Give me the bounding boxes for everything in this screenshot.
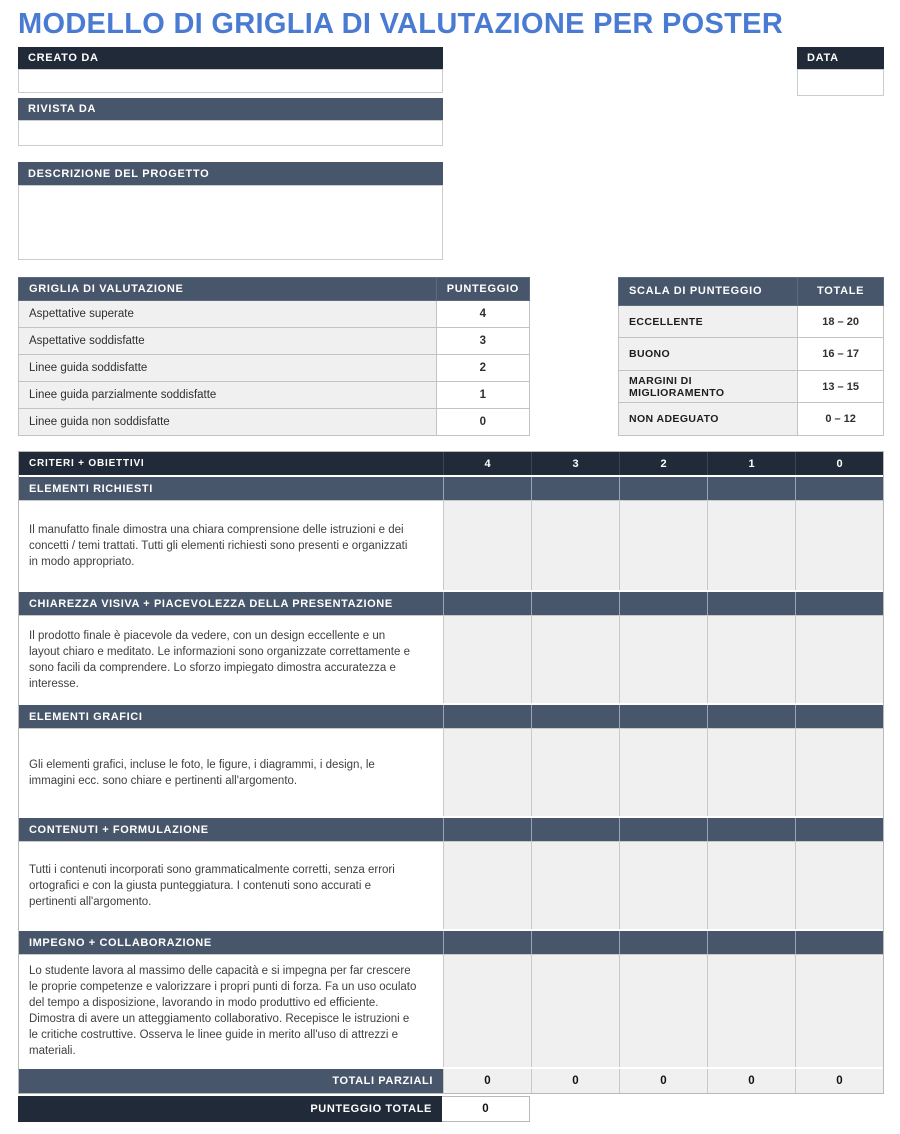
table-row xyxy=(19,382,530,409)
score-entry-cell[interactable] xyxy=(795,616,883,703)
rivista-da-label: RIVISTA DA xyxy=(18,98,443,120)
section-score-cell xyxy=(443,705,531,728)
score-entry-cell[interactable] xyxy=(619,842,707,929)
score-entry-cell[interactable] xyxy=(531,729,619,816)
section-header-row xyxy=(19,816,883,841)
score-column-header-3: 3 xyxy=(531,452,619,475)
section-score-cell xyxy=(707,931,795,954)
table-row xyxy=(619,403,884,436)
subtotal-value: 0 xyxy=(707,1069,795,1093)
section-body-row xyxy=(19,954,883,1067)
section-body-row xyxy=(19,728,883,816)
griglia-row-label: Linee guida parzialmente soddisfatte xyxy=(19,382,437,409)
griglia-row-score: 1 xyxy=(436,382,529,409)
grand-total-row xyxy=(18,1096,884,1122)
griglia-di-valutazione-table xyxy=(18,277,530,436)
descrizione-label: DESCRIZIONE DEL PROGETTO xyxy=(18,162,443,185)
score-column-header-1: 1 xyxy=(707,452,795,475)
data-input[interactable] xyxy=(797,69,884,96)
creato-da-label: CREATO DA xyxy=(18,47,443,69)
score-entry-cell[interactable] xyxy=(531,501,619,590)
section-score-cell xyxy=(531,477,619,500)
section-score-cell xyxy=(707,705,795,728)
griglia-row-score: 2 xyxy=(436,355,529,382)
griglia-header-score: PUNTEGGIO xyxy=(436,278,529,301)
descrizione-textarea[interactable] xyxy=(18,185,443,260)
section-score-cell xyxy=(531,592,619,615)
section-score-cell xyxy=(531,818,619,841)
section-body-row xyxy=(19,841,883,929)
section-description: Lo studente lavora al massimo delle capacità e si impegna per far crescere le proprie competenze e valorizzare i propri punti di forza. Fa un uso oculato del tempo a disposizione, lavorando in modo produttivo ed efficiente. Dimostra di avere un atteggiamento collaborativo. Recepisce le istruzioni e le critiche costruttive. Osserva le linee guide in merito all'uso di attrezzi e materiali. xyxy=(29,965,417,1057)
score-entry-cell[interactable] xyxy=(619,501,707,590)
section-title: ELEMENTI GRAFICI xyxy=(29,710,143,723)
scala-row-range: 0 – 12 xyxy=(798,403,884,436)
creato-da-group xyxy=(18,47,443,93)
section-title: CONTENUTI + FORMULAZIONE xyxy=(29,823,209,836)
section-score-cell xyxy=(707,592,795,615)
score-entry-cell[interactable] xyxy=(795,955,883,1067)
score-entry-cell[interactable] xyxy=(795,842,883,929)
score-entry-cell[interactable] xyxy=(443,501,531,590)
table-row xyxy=(19,301,530,328)
scala-row-label: MARGINI DI MIGLIORAMENTO xyxy=(619,370,798,403)
rubric-header-row xyxy=(19,452,883,475)
section-score-cell xyxy=(443,931,531,954)
table-row xyxy=(619,370,884,403)
section-score-cell xyxy=(443,592,531,615)
section-score-cell xyxy=(707,818,795,841)
section-score-cell xyxy=(619,477,707,500)
subtotals-label: TOTALI PARZIALI xyxy=(19,1069,443,1093)
table-row xyxy=(619,338,884,371)
scala-header-label: SCALA DI PUNTEGGIO xyxy=(619,278,798,306)
section-header-row xyxy=(19,590,883,615)
section-score-cell xyxy=(795,592,883,615)
subtotal-value: 0 xyxy=(531,1069,619,1093)
scala-row-range: 13 – 15 xyxy=(798,370,884,403)
section-title: CHIAREZZA VISIVA + PIACEVOLEZZA DELLA PRESENTAZIONE xyxy=(29,597,393,610)
section-score-cell xyxy=(619,592,707,615)
section-header-row xyxy=(19,475,883,500)
score-entry-cell[interactable] xyxy=(619,616,707,703)
section-score-cell xyxy=(795,931,883,954)
score-key-tables xyxy=(18,277,884,436)
section-body-row xyxy=(19,500,883,590)
griglia-row-label: Aspettative soddisfatte xyxy=(19,328,437,355)
spacer xyxy=(530,277,618,436)
data-label: DATA xyxy=(797,47,884,69)
descrizione-group xyxy=(18,162,443,260)
scala-row-range: 16 – 17 xyxy=(798,338,884,371)
scala-row-label: ECCELLENTE xyxy=(619,305,798,338)
score-entry-cell[interactable] xyxy=(531,955,619,1067)
score-entry-cell[interactable] xyxy=(619,729,707,816)
score-entry-cell[interactable] xyxy=(443,955,531,1067)
griglia-row-score: 0 xyxy=(436,409,529,436)
score-column-header-0: 0 xyxy=(795,452,883,475)
score-entry-cell[interactable] xyxy=(443,729,531,816)
score-column-header-4: 4 xyxy=(443,452,531,475)
subtotal-value: 0 xyxy=(619,1069,707,1093)
section-score-cell xyxy=(707,477,795,500)
scala-row-label: BUONO xyxy=(619,338,798,371)
rubric-table xyxy=(18,451,884,1094)
score-entry-cell[interactable] xyxy=(619,955,707,1067)
score-entry-cell[interactable] xyxy=(707,842,795,929)
section-score-cell xyxy=(795,818,883,841)
score-column-header-2: 2 xyxy=(619,452,707,475)
griglia-row-score: 4 xyxy=(436,301,529,328)
table-row xyxy=(619,305,884,338)
score-entry-cell[interactable] xyxy=(707,955,795,1067)
section-score-cell xyxy=(619,931,707,954)
section-score-cell xyxy=(619,818,707,841)
score-entry-cell[interactable] xyxy=(795,501,883,590)
subtotal-value: 0 xyxy=(443,1069,531,1093)
section-header-row xyxy=(19,929,883,954)
score-entry-cell[interactable] xyxy=(443,842,531,929)
section-score-cell xyxy=(795,477,883,500)
griglia-row-label: Aspettative superate xyxy=(19,301,437,328)
griglia-row-score: 3 xyxy=(436,328,529,355)
top-fields xyxy=(18,47,884,260)
grand-total-value: 0 xyxy=(442,1096,530,1122)
rivista-da-group xyxy=(18,98,443,146)
score-entry-cell[interactable] xyxy=(707,501,795,590)
section-description: Il prodotto finale è piacevole da vedere, con un design eccellente e un layout chiaro e meditato. Le informazioni sono organizzate correttamente e sono facili da comprendere. Lo sforzo impiegato dimostra accuratezza e interesse. xyxy=(29,629,410,690)
section-score-cell xyxy=(443,818,531,841)
section-title: ELEMENTI RICHIESTI xyxy=(29,482,153,495)
score-entry-cell[interactable] xyxy=(707,729,795,816)
scala-header-total: TOTALE xyxy=(798,278,884,306)
scala-row-range: 18 – 20 xyxy=(798,305,884,338)
section-body-row xyxy=(19,615,883,703)
section-score-cell xyxy=(795,705,883,728)
score-entry-cell[interactable] xyxy=(531,616,619,703)
section-title: IMPEGNO + COLLABORAZIONE xyxy=(29,936,212,949)
section-description: Il manufatto finale dimostra una chiara comprensione delle istruzioni e dei concetti / temi trattati. Tutti gli elementi richiesti sono presenti e organizzati in modo appropriato. xyxy=(29,523,408,568)
section-score-cell xyxy=(531,705,619,728)
section-score-cell xyxy=(619,705,707,728)
rivista-da-input[interactable] xyxy=(18,120,443,146)
section-description: Gli elementi grafici, incluse le foto, le figure, i diagrammi, i design, le immagini ecc. sono chiare e pertinenti all'argomento. xyxy=(29,758,375,787)
table-row xyxy=(19,328,530,355)
page xyxy=(18,0,884,1122)
subtotal-value: 0 xyxy=(795,1069,883,1093)
table-row xyxy=(19,355,530,382)
score-entry-cell[interactable] xyxy=(707,616,795,703)
griglia-row-label: Linee guida soddisfatte xyxy=(19,355,437,382)
grand-total-label: PUNTEGGIO TOTALE xyxy=(18,1096,442,1122)
griglia-header-label: GRIGLIA DI VALUTAZIONE xyxy=(19,278,437,301)
score-entry-cell[interactable] xyxy=(443,616,531,703)
criteri-obiettivi-header: CRITERI + OBIETTIVI xyxy=(29,458,145,469)
table-row xyxy=(19,409,530,436)
scala-row-label: NON ADEGUATO xyxy=(619,403,798,436)
section-description: Tutti i contenuti incorporati sono grammaticalmente corretti, senza errori ortografici e con la giusta punteggiatura. I contenuti sono accurati e pertinenti all'argomento. xyxy=(29,863,395,908)
page-title: MODELLO DI GRIGLIA DI VALUTAZIONE PER POSTER xyxy=(18,8,784,40)
score-entry-cell[interactable] xyxy=(531,842,619,929)
section-header-row xyxy=(19,703,883,728)
creato-da-input[interactable] xyxy=(18,69,443,93)
section-score-cell xyxy=(443,477,531,500)
griglia-row-label: Linee guida non soddisfatte xyxy=(19,409,437,436)
score-entry-cell[interactable] xyxy=(795,729,883,816)
subtotals-row xyxy=(19,1067,883,1093)
section-score-cell xyxy=(531,931,619,954)
scala-di-punteggio-table xyxy=(618,277,884,436)
data-group xyxy=(797,47,884,96)
